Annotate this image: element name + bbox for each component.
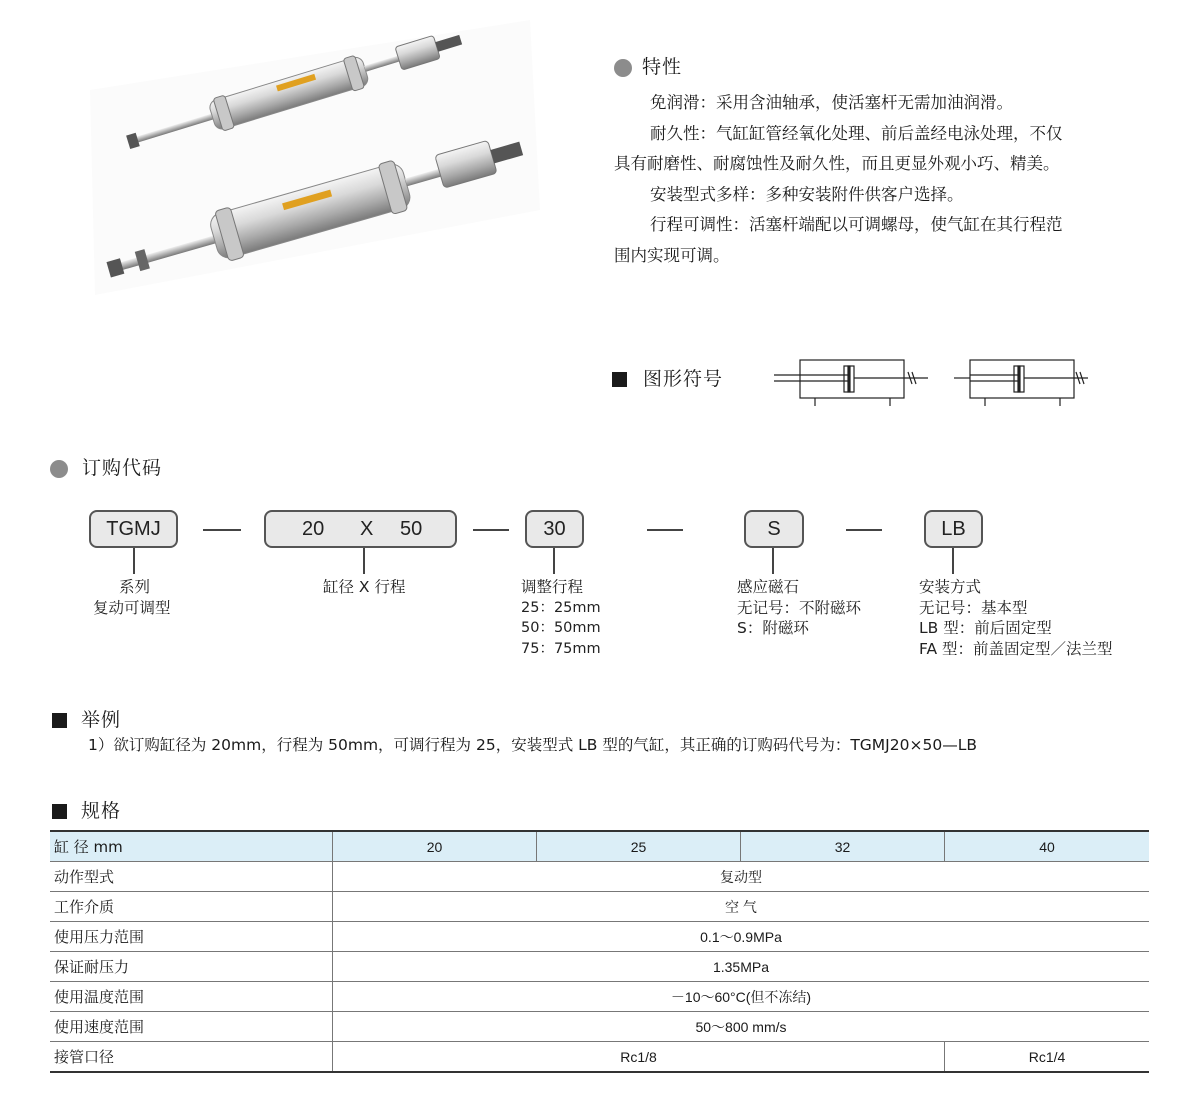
cylinder-sensor-symbol-icon	[954, 360, 1088, 406]
code-connector	[553, 548, 555, 574]
table-row	[50, 952, 1149, 982]
square-bullet-icon	[52, 804, 67, 819]
spec-label: 使用速度范围	[50, 1012, 333, 1042]
spec-cell: 20	[333, 831, 537, 862]
spec-cell: 25	[537, 831, 741, 862]
order-code-heading: 订购代码	[50, 453, 162, 480]
table-row	[50, 1042, 1149, 1073]
example-heading: 举例	[52, 705, 121, 732]
spec-cell: 复动型	[333, 862, 1150, 892]
feature-line: 免润滑：采用含油轴承，使活塞杆无需加油润滑。	[650, 93, 1013, 112]
code-bore-stroke	[264, 510, 457, 548]
code-mount: LB	[924, 510, 983, 548]
spec-cell: 空 气	[333, 892, 1150, 922]
circle-bullet-icon	[614, 59, 632, 77]
spec-heading: 规格	[52, 796, 121, 823]
table-row	[50, 862, 1149, 892]
label-bore-stroke: 缸径 X 行程	[323, 578, 406, 596]
code-dash	[647, 529, 683, 531]
spec-cell: －10～60°C(但不冻结)	[333, 982, 1150, 1012]
spec-label: 保证耐压力	[50, 952, 333, 982]
code-stroke: 50	[400, 518, 423, 540]
features-list	[614, 88, 1144, 271]
code-dash	[203, 529, 241, 531]
code-dash	[846, 529, 882, 531]
spec-cell: 40	[945, 831, 1150, 862]
spec-cell: 50～800 mm/s	[333, 1012, 1150, 1042]
table-row	[50, 922, 1149, 952]
table-row	[50, 982, 1149, 1012]
features-heading: 特性	[614, 52, 682, 79]
feature-line: 行程可调性：活塞杆端配以可调螺母，使气缸在其行程范	[650, 215, 1063, 234]
code-series: TGMJ	[89, 510, 178, 548]
code-bore: 20	[302, 518, 325, 540]
code-connector	[133, 548, 135, 574]
feature-line: 安装型式多样：多种安装附件供客户选择。	[650, 184, 964, 204]
code-connector	[772, 548, 774, 574]
label-sensor: 感应磁石 无记号：不附磁环 S：附磁环	[737, 578, 862, 637]
feature-line: 具有耐磨性、耐腐蚀性及耐久性，而且更显外观小巧、精美。	[614, 154, 1060, 173]
feature-line: 耐久性：气缸缸管经氧化处理、前后盖经电泳处理，不仅	[650, 123, 1063, 143]
spec-label: 接管口径	[50, 1042, 333, 1073]
code-sensor: S	[744, 510, 804, 548]
square-bullet-icon	[52, 713, 67, 728]
code-adjust: 30	[525, 510, 584, 548]
code-dash	[473, 529, 509, 531]
feature-line: 围内实现可调。	[614, 245, 730, 265]
table-row	[50, 831, 1149, 862]
product-photo	[70, 20, 550, 310]
circle-bullet-icon	[50, 460, 68, 478]
spec-cell: Rc1/4	[945, 1042, 1150, 1073]
spec-label: 动作型式	[50, 862, 333, 892]
example-text: 1）欲订购缸径为 20mm，行程为 50mm，可调行程为 25，安装型式 LB 型的气缸，其正确的订购码代号为：TGMJ20×50—LB	[88, 736, 977, 754]
label-series: 系列 复动可调型	[93, 578, 171, 617]
pneumatic-symbols	[770, 352, 1100, 412]
spec-label: 使用温度范围	[50, 982, 333, 1012]
spec-cell: Rc1/8	[333, 1042, 945, 1073]
code-connector	[952, 548, 954, 574]
spec-label: 工作介质	[50, 892, 333, 922]
table-row	[50, 1012, 1149, 1042]
spec-cell: 1.35MPa	[333, 952, 1150, 982]
code-x: X	[360, 518, 374, 540]
spec-cell: 32	[741, 831, 945, 862]
spec-label: 缸 径 mm	[50, 831, 333, 862]
table-row	[50, 892, 1149, 922]
square-bullet-icon	[612, 372, 627, 387]
cylinder-symbol-icon	[774, 360, 928, 406]
spec-cell: 0.1～0.9MPa	[333, 922, 1150, 952]
symbol-heading: 图形符号	[612, 364, 723, 391]
label-mount: 安装方式 无记号：基本型 LB 型：前后固定型 FA 型：前盖固定型／法兰型	[919, 578, 1113, 658]
code-connector	[363, 548, 365, 574]
spec-table	[50, 830, 1149, 1073]
spec-label: 使用压力范围	[50, 922, 333, 952]
label-adjust: 调整行程 25：25mm 50：50mm 75：75mm	[521, 578, 601, 657]
